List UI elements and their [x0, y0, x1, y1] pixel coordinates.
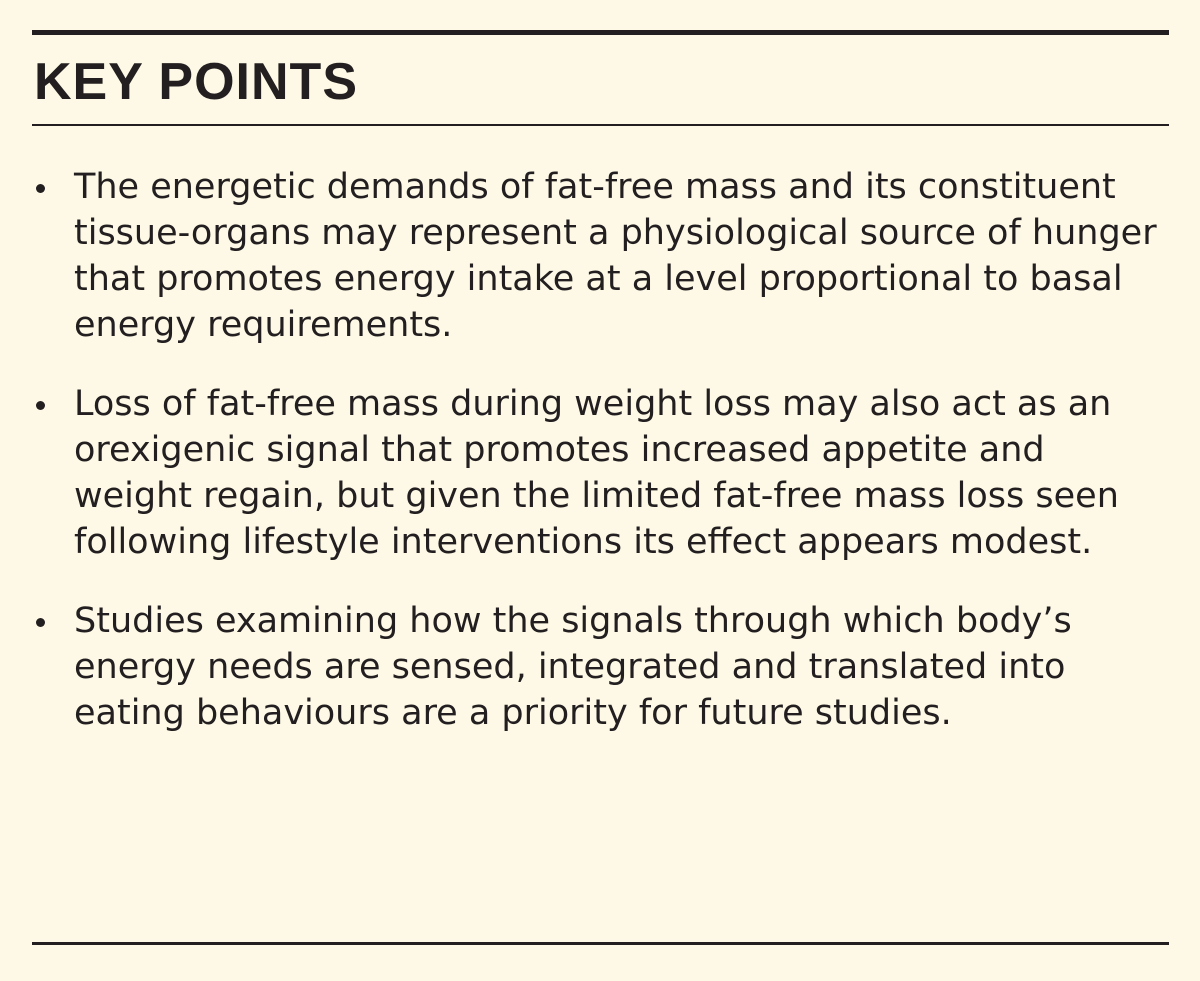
key-points-list	[32, 164, 1169, 736]
top-rule	[32, 30, 1169, 35]
key-point-item	[32, 598, 1169, 736]
key-point-text: Studies examining how the signals through which body’s energy needs are sensed, integrated and translated into eating behaviours are a priority for future studies.	[74, 601, 1072, 733]
key-point-item	[32, 164, 1169, 348]
key-point-item	[32, 381, 1169, 565]
heading-divider	[32, 124, 1169, 126]
bullet-icon	[36, 401, 45, 410]
box-heading: KEY POINTS	[34, 53, 359, 111]
key-point-text: Loss of fat-free mass during weight loss may also act as an orexigenic signal that promotes increased appetite and weight regain, but given the limited fat-free mass loss seen following lifestyle interventions its effect appears modest.	[74, 384, 1119, 562]
key-point-text: The energetic demands of fat-free mass and its constituent tissue-organs may represent a physiological source of hunger that promotes energy intake at a level proportional to basal energy requirements.	[74, 167, 1157, 345]
bottom-rule	[32, 942, 1169, 945]
bullet-icon	[36, 184, 45, 193]
bullet-icon	[36, 618, 45, 627]
